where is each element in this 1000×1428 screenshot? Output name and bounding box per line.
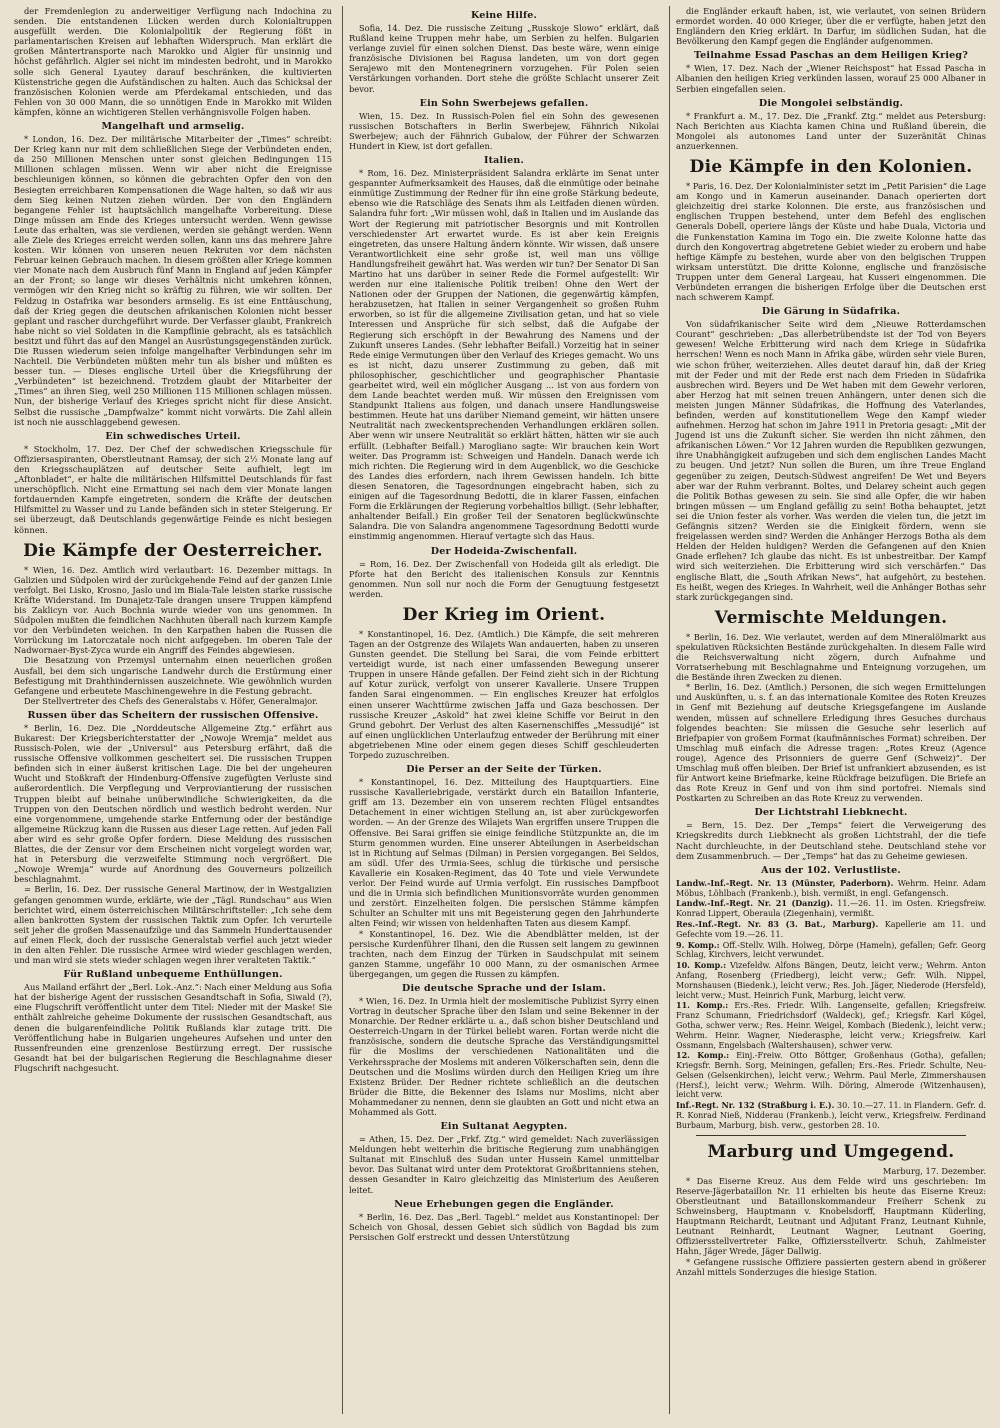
article-heading: Ein Sohn Swerbejews gefallen. [419, 97, 589, 109]
article [349, 764, 659, 979]
article-paragraph: * Paris, 16. Dez. Der Kolonialminister setzt im „Petit Parisien“ die Lage am Kongo und in Kamerun auseinander. Danach operierten dort gleichzeitig drei starke Kolonnen. Die erste, aus französischen und englischen Truppen bestehend, unter dem Befehl des englischen Generals Dobell, operiere längs der Küste und habe Duala, Victoria und die Funkenstation Kamina im Togo ein. Die zweite Kolonne hatte das durch den Kongovertrag abgetretene Gebiet wieder zu erobern und habe heftige Kämpfe zu bestehen, wurde aber von den belgischen Truppen wirksam unterstützt. Die dritte Kolonne, englische und französische Truppen unter dem General Largeau, hat Kusseri eingenommen. Die Verbündeten errangen die bisherigen Erfolge über die Deutschen erst nach schwerem Kampf. [676, 181, 986, 303]
casualty-names: Off.-Stellv. Wilh. Holweg, Dörpe (Hameln), gefallen; Gefr. Georg Schlag, Kirchvers, leicht verwundet. [676, 940, 986, 960]
article [676, 6, 986, 46]
article-paragraph: = Bern, 15. Dez. Der „Temps“ feiert die Verweigerung des Kriegskredits durch Liebknecht als großen Lichtstrahl, der die tiefe Nacht durchleuchte, in der Deutschland stehe. Deutschland stehe vor dem Zusammenbruch. — Der „Temps“ hat das zu Geheime gewiesen. [676, 820, 986, 861]
article-paragraph: * Konstantinopel, 16. Dez. Mitteilung des Hauptquartiers. Eine russische Kavalleriebrigade, verstärkt durch ein Bataillon Infanterie, griff am 13. Dezember ein von unserem rechten Flügel entsandtes Detachement in einer wichtigen Stellung an, ist aber zurückgeworfen worden. — An der Grenze des Wilajets Wan ergriffen unsere Truppen die Offensive. Bei Sarai griffen sie einige feindliche Stützpunkte an, die im Sturm genommen wurden. Eine unserer Abteilungen in Aserbeidschan ist in Richtung auf Selmas (Dilman) in Persien vorgegangen. Bei Seldos, am südl. Ufer des Urmia-Sees, schlug die türkische und persische Kavallerie ein Kosaken-Regiment, das 40 Tote und viele Verwundete verlor. Der Feind wurde auf Urmia verfolgt. Ein russisches Dampfboot und die in Urmia sich befindlichen Munitionsvorräte wurden genommen und zerstört. Einzelheiten folgen. Die persischen Stämme kämpfen Schulter an Schulter mit uns mit Begeisterung gegen den Jahrhunderte alten Feind; wir wissen von heldenhaften Taten aus diesem Kampf. [349, 777, 659, 929]
casualty-names: Kapellerie am 11. und Gefechte vom 19.—26. 11. [676, 919, 986, 939]
article-paragraph: * Frankfurt a. M., 17. Dez. Die „Frankf. Ztg.“ meldet aus Petersburg: Nach Berichten aus Kiachta kamen China und Rußland überein, die Mongolei als autonomes Land unter der Suzeränität Chinas anzuerkennen. [676, 110, 986, 151]
section-heading: Die Kämpfe der Oesterreicher. [23, 540, 323, 561]
article [349, 1121, 659, 1195]
article [349, 155, 659, 541]
article-heading: Ein schwedisches Urteil. [105, 430, 241, 442]
article-paragraph: Der Stellvertreter des Chefs des Generalstabs v. Höfer, Generalmajor. [24, 695, 318, 706]
article-paragraph: * Wien, 16. Dez. In Urmia hielt der moslemitische Publizist Syrry einen Vortrag in deutscher Sprache über den Islam und seine Bekenner in der Monarchie. Der Redner erklärte u. a., daß schon bisher Deutschland und Oesterreich-Ungarn in der Türkei beliebt waren. Fortan werde nicht die französische, sondern die deutsche Sprache das Verständigungsmittel für die Moslims der verschiedenen Nationalitäten und die Verkehrssprache der Moslems mit anderen Völkerschaften sein, denn die Deutschen und die Moslims würden durch den Heiligen Krieg um ihre Existenz Brüder. Der Redner richtete schließlich an die deutschen Brüder die Bitte, die Bekenner des Islams nur Moslims, nicht aber Mohammedaner zu nennen, denn sie glaubten an Gott und nicht etwa an Mohammed als Gott. [349, 995, 659, 1117]
article [14, 121, 332, 427]
newspaper-page [8, 6, 992, 1414]
article-paragraph: Von südafrikanischer Seite wird dem „Nieuwe Rotterdamschen Courant“ geschrieben: „Das allerbetrübendste ist der Tod von Beyers gewesen! Welche Erbitterung wird nach dem Kriege in Südafrika herrschen! Wenn es noch Mann in Afrika gäbe, würden sehr viele Buren, wie schon früher, weiterziehen. Alles deutet darauf hin, daß der Krieg mit der Feder und mit der Rede erst nach dem Frieden in Südafrika ausbrechen wird. Beyers und De Wet haben mit dem Gewehr verloren, aber Herzog hat mit seinen treuen Anhängern, unter denen sich die meisten jungen Männer Südafrikas, die Hoffnung des Vaterlandes, befinden, werden auf konstitutionellem Wege den Kampf wieder aufnehmen. Herzog hat schon im Jahre 1911 in Pretoria gesagt: „Mit der Jugend ist uns die Zukunft sicher. Sie werden ihn nicht zähmen, den afrikanischen Löwen.“ Vor 12 Jahren wurden die Republiken gezwungen, ihre Unabhängigkeit aufzugeben und sich dem englischen Landes Macht zu beugen. Und jetzt? Nun sollen die Buren, um ihre Treue England gegenüber zu zeigen, Deutsch-Südwest angreifen! De Wet und Beyers aber war der Ruhm verbrannt. Boltes, und Delarey scheint auch gegen die Politik Bothas gewesen zu sein. Sie sind alle Opfer, die wir haben bringen müssen — um England gefällig zu sein! Botha behauptet, jetzt sei die Union fester als vorher. Was werden die vielen tun, die jetzt im Gefängnis sitzen? Werden sie die Einigkeit fördern, wenn sie freigelassen werden sind? Werden die Anhänger Herzogs Botha als dem Helden der Helden huldigen? Werden die Gefangenen auf den Knien Gnade erflehen? Ich glaube das nicht. Es ist unbestreitbar. Der Kampf wird sich weiterziehen. Die Erbitterung wird sich verschärfen.“ Das englische Blatt, die „South Afrikan News“, hat aufgehört, zu bestehen. Es heißt, wegen des Krieges. In Wahrheit, weil die Anhänger Bothas sehr stark zurückgegangen sind. [676, 319, 986, 602]
article-heading: Die deutsche Sprache und der Islam. [402, 982, 606, 994]
casualty-entry [676, 920, 986, 940]
article-heading: Neue Erhebungen gegen die Engländer. [394, 1198, 614, 1210]
section-heading: Vermischte Meldungen. [714, 607, 948, 628]
casualty-entry [676, 1101, 986, 1130]
article [14, 6, 332, 117]
article-paragraph: * Berlin, 16. Dez. Wie verlautet, werden auf dem Mineralölmarkt aus spekulativen Rücksichten Bestände zurückgehalten. In diesem Falle wird die Reichsverwaltung nicht zögern, durch Aufnahme und Vorratserhebung mit Beschlagnahme und Enteignung vorzugehen, um die Bestände ihren Zwecken zu dienen. [676, 631, 986, 683]
article-paragraph: = Athen, 15. Dez. Der „Frkf. Ztg.“ wird gemeldet: Nach zuverlässigen Meldungen hebt weiterhin die britische Regierung zum unabhängigen Sultanat mit Einschluß des Sudan unter Hussein Kamel unmittelbar bevor. Das Sultanat wird unter dem Protektorat Großbritanniens stehen, dessen Gesandter in Kairo gleichzeitig das Ministerium des Aeußeren leitet. [349, 1134, 659, 1195]
casualty-list [676, 879, 986, 1131]
section-heading: Der Krieg im Orient. [402, 604, 606, 625]
article [349, 10, 659, 94]
casualty-unit: 12. Komp.: [676, 1050, 730, 1061]
article-paragraph: * Wien, 17. Dez. Nach der „Wiener Reichspost“ hat Essad Pascha in Albanien den heiligen Krieg verkünden lassen, worauf 25 000 Albaner in Serbien eingefallen seien. [676, 63, 986, 94]
casualty-unit: 10. Komp.: [676, 960, 727, 971]
article-paragraph: = Rom, 16. Dez. Der Zwischenfall von Hodeida gilt als erledigt. Die Pforte hat den Bericht des italienischen Konsuls zur Kenntnis genommen. Nun soll nur noch die Form der Genugtuung festgesetzt werden. [349, 558, 659, 599]
column-3 [669, 6, 992, 1414]
article-paragraph: * Rom, 16. Dez. Ministerpräsident Salandra erklärte im Senat unter gespannter Aufmerksamkeit des Hauses, daß die einmütige oder beinahe einmütige Zustimmung der Redner für ihn eine große Stärkung bedeute, ebenso wie die Ratschläge des Senats ihm als Leitfaden dienen würden. Salandra fuhr fort: „Wir müssen wohl, daß in Italien und im Auslande das Wort der Regierung mit patriotischer Besorgnis und mit Kontrollen verschiedenster Art erwartet wurde. Es ist aber kein Ereignis eingetreten, das unsere Haltung ändern könnte. Wir wissen, daß unsere Verantwortlichkeit eine sehr große ist, weil man uns völlige Handlungsfreiheit gewährt hat. Was werden wir tun? Der Senator Di San Martino hat uns darüber in seiner Rede die Formel aufgestellt: Wir werden nur eine italienische Politik treiben! Ohne den Wert der Nationen oder der Gruppen der Nationen, die gegenwärtig kämpfen, herabzusetzen, hat Italien in seiner Vergangenheit so großen Ruhm erworben, so ist für die allgemeine Zivilisation getan, und hat so viele Interessen und Ansprüche für sich selbst, daß die Aufgabe der Regierung sich erschöpft in der Bewahrung des Namens und der Zukunft unseres Landes. (Sehr lebhafter Beifall.) Vorzeitig hat in seiner Rede einige Vermutungen über den Verlauf des Krieges gemacht. Wo uns es ist nicht, dazu unserer Zustimmung zu geben, daß mit philosophischer, geschichtlicher und geographischer Phantasie gearbeitet wird, weil ein möglicher Ausgang ... ist von aus fordern von dem Lande beachtet werden muß. Wir müssen den Ereignissen vom Standpunkt Italiens aus folgen, und danach unsere Handlungsweise bestimmen. Heute hat uns darüber Niemand gemeint, wir hätten unsere Neutralität nach zweckentsprechenden Verhandlungen erklären sollen. Aber wenn wir unsere Neutralität so erklärt hätten, hätten wir sie auch erfüllt. (Lebhafter Beifall.) Marogliano sagte: Wir brauchen kein Wort weiter. Das Programm ist: Schweigen und Handeln. Danach werde ich mich richten. Die Regierung wird in dem Augenblick, wo die Geschicke des Landes dies erfordern, nach ihrem Gewissen handeln. Ich bitte diesen Senatoren, die Tagesordnungen eingebracht haben, sich zu einigen auf die Tagesordnung Bedotti, die in klarer Fassen, einfachen Form die Erklärungen der Regierung vorbehaltlos billigt. (Sehr lebhafter, anhaltender Beifall.) Ein großer Teil der Senatoren beglückwünschte Salandra. Die von Salandra angenommene Tagesordnung Bedotti wurde einstimmig angenommen. Hierauf vertagte sich das Haus. [349, 168, 659, 542]
article [676, 865, 986, 876]
article [349, 983, 659, 1117]
casualty-entry [676, 899, 986, 919]
casualty-entry [676, 941, 986, 961]
local-news-body [676, 1176, 986, 1277]
article-paragraph: Die Besatzung von Przemysl unternahm einen neuerlichen großen Ausfall, bei dem sich ungarische Landwehr durch die Erstürmung einer Befestigung mit Drahthindernissen auszeichnete. Wie gewöhnlich wurden Gefangene und erbeutete Maschinengewehre in die Festung gebracht. [14, 655, 332, 696]
casualty-unit: Landw.-Inf.-Regt. Nr. 13 (Münster, Paderborn). [676, 877, 894, 888]
article-heading: Die Mongolei selbständig. [758, 97, 904, 109]
article-heading: Russen über das Scheitern der russischen Offensive. [27, 709, 319, 721]
casualty-names: 30. 10.—27. 11. in Flandern. Gefr. d. R. Konrad Nieß, Nidderau (Frankenb.), leicht verw., Kriegsfreiw. Ferdinand Burbaum, Marburg, bish. verw., gestorben 28. 10. [676, 1101, 986, 1130]
article [14, 431, 332, 535]
article-heading: Italien. [483, 155, 525, 167]
column-3-articles [676, 6, 986, 876]
local-news-article [676, 1166, 986, 1277]
column-1 [8, 6, 338, 1414]
section-heading: Die Kämpfe in den Kolonien. [689, 157, 973, 178]
article [14, 710, 332, 965]
article [676, 632, 986, 804]
casualty-unit: Inf.-Regt. Nr. 132 (Straßburg i. E.). [676, 1100, 835, 1111]
article-heading: Ein Sultanat Aegypten. [440, 1121, 568, 1133]
casualty-unit: 11. Komp.: [676, 1000, 729, 1011]
article-paragraph: Sofia, 14. Dez. Die russische Zeitung „Russkoje Slowo“ erklärt, daß Rußland keine Truppen mehr habe, um Serbien zu helfen. Bulgarien verlange zuviel für einen solchen Dienst. Das beste wäre, wenn einige französische Divisionen bei Ragusa landeten, um von dort gegen Serajewo mit den Montenegrinern vorzugehen. Für Polen seien Verstärkungen vorhanden. Dort stehe die größte Schlacht unserer Zeit bevor. [349, 23, 659, 94]
article-heading: Keine Hilfe. [471, 10, 537, 21]
casualty-unit: Res.-Inf.-Regt. Nr. 83 (3. Bat., Marburg). [676, 918, 879, 929]
article-paragraph: Wien, 15. Dez. In Russisch-Polen fiel ein Sohn des gewesenen russischen Botschafters in Berlin Swerbejew, Fähnrich Nikolai Swerbejew; auch der Fähnrich Gubalow, der Führer der Schwarzen Hundert in Kiew, ist dort gefallen. [349, 110, 659, 151]
casualty-names: Ers.-Res. Friedr. Wilh. Langenseite, gefallen; Kriegsfreiw. Franz Schumann, Friedrichsdorf (Waldeck), gef.; Kriegsfr. Karl Kögel, Gotha, schwer verw.; Res. Heinr. Weigel, Kombach (Biedenk.), leicht verw.; Wehrm. Heinr. Wagner, Niederasphe, leicht verw.; Kriegsfreiw. Karl Ossmann, Engelsbach (Waltershausen), schwer verw. [676, 1001, 986, 1050]
casualty-names: Wehrm. Heinr. Adam Möbus, Löhlbach (Frankenb.), bish. vermißt, in engl. Gefangensch. [676, 878, 986, 898]
article [349, 629, 659, 760]
divider [696, 1135, 966, 1136]
article [676, 181, 986, 302]
article-paragraph: = Berlin, 16. Dez. Der russische General Martinow, der in Westgalizien gefangen genommen wurde, erklärte, wie der „Tägl. Rundschau“ aus Wien berichtet wird, einem österreichischen Militärschriftsteller: „Ich sehe dem allen bankrotten System der russischen Taktik zum Opfer. Ich verurteile seit jeher die großen Massenaufzüge und das Sammeln Hunderttausender auf einen Fleck, doch der russische Generalstab verfiel auch jetzt wieder in den alten Fehler. Die russische Armee wird wieder geschlagen werden, und man wird sie stets wieder schlagen wegen ihrer veralteten Taktik.“ [14, 884, 332, 966]
article-paragraph: * London, 16. Dez. Der militärische Mitarbeiter der „Times“ schreibt: Der Krieg kann nur mit dem schließlichen Siege der Verbündeten enden, da 250 Millionen Menschen unter sonst gleichen Bedingungen 115 Millionen schlagen müssen. Wenn wir aber nicht die Ereignisse beschleunigen können, so können die gebrachten Opfer den von den Besiegten erreichbaren Kompensationen die Wage halten, so daß wir aus dem Sieg keinen Nutzen ziehen würden. Der von den Engländern begangene Fehler ist hauptsächlich mangelhafte Vorbereitung. Diese Dinge müssen am Ende des Krieges untersucht werden. Wenn gewisse Leute das erhalten, was sie verdienen, werden sie gehängt werden. Wenn alle Ziele des Krieges erreicht werden sollen, kann uns das mehrere Jahre kosten. Wir können von unseren neuen Rekruten vor dem nächsten Februar keinen Gebrauch machen. In diesem größten aller Kriege kommen vier Monate nach dem Ausbruch fünf Mann in England auf jeden Kämpfer an der Front; so lange wir dieses Verhältnis nicht umkehren können, vermögen wir den Krieg nicht so kräftig zu führen, wie wir sollten. Der Feldzug in Ostafrika war besonders armselig. Es ist eine Enttäuschung, daß der Krieg gegen die deutschen afrikanischen Kolonien nicht besser geplant und rascher durchgeführt wurde. Der Verfasser glaubt, Frankreich habe nicht so viel Soldaten in die Kampflinie gebracht, als es tatsächlich besitzt und führt das auf den Mangel an Ausrüstungsgegenständen zurück. Die Russen wiederum seien infolge mangelhafter Verbindungen sehr im Nachteil. Die Verbündeten müßten mehr tun als bisher und müßten es besser tun. — Dieses englische Urteil über die Kriegsführung der „Verbündeten“ ist bezeichnend. Trotzdem glaubt der Mitarbeiter der „Times“ an ihren Sieg, weil 250 Millionen 115 Millionen schlagen müssen. Nun, der bisherige Verlauf des Krieges spricht nicht für diese Ansicht. Selbst die russische „Dampfwalze“ kommt nicht vorwärts. Die Zahl allein ist noch nie ausschlaggebend gewesen. [14, 134, 332, 427]
casualty-entry [676, 961, 986, 1000]
local-news-heading: Marburg und Umgegend. [707, 1141, 955, 1162]
article [676, 50, 986, 93]
article-paragraph: * Konstantinopel, 16. Dez. (Amtlich.) Die Kämpfe, die seit mehreren Tagen an der Ostgrenze des Wilajets Wan andauerten, haben zu unseren Gunsten geendet. Die Stellung bei Sarai, die vom Feinde erbittert verteidigt wurde, ist nach einer umfassenden Bewegung unserer Truppen in unsere Hände gefallen. Der Feind zieht sich in der Richtung auf Kotur zurück, verfolgt von unserer Kavallerie. Unsere Truppen fanden Sarai eingenommen. — Ein englisches Kreuzer hat erfolglos einen unserer Wachttürme zwischen Jaffa und Gaza beschossen. Der russische Kreuzer „Askold“ hat zwei kleine Schiffe vor Beirut in den Grund gebohrt. Der Verlust des alten Kasernenschiffes „Messudijé“ ist auf einen unglücklichen Unterlaufzug entweder der Berührung mit einer abgetriebenen Mine oder einem gegen dieses Schiff geschleuderten Torpedo zuzuschreiben. [349, 628, 659, 760]
article [676, 98, 986, 151]
casualty-names: 11.—26. 11. im Osten. Kriegsfreiw. Konrad Lippert, Oberaula (Ziegenhain), vermißt. [676, 899, 986, 919]
article-paragraph: * Wien, 16. Dez. Amtlich wird verlautbart: 16. Dezember mittags. In Galizien und Südpolen wird der zurückgehende Feind auf der ganzen Linie verfolgt. Bei Lisko, Krosno, Jaslo und im Biala-Tale leisten starke russische Kräfte Widerstand. Im Dunajetz-Tale drangen unsere Truppen kämpfend bis Zaklicyn vor. Auch Bochnia wurde wieder von uns genommen. In Südpolen mußten die feindlichen Nachhuten überall nach kurzem Kampfe vor den Verbündeten weichen. In den Karpathen haben die Russen die Vorrückung im Latorczatale noch nicht aufgegeben. Im oberen Tale der Nadwornaer-Byst-Zyca wurde ein Angriff des Feindes abgewiesen. [14, 564, 332, 656]
article-paragraph: die Engländer erkauft haben, ist, wie verlautet, von seinen Brüdern ermordet worden. 40 000 Krieger, über die er verfügte, haben jetzt den Engländern den Krieg erklärt. In Darfur, im südlichen Sudan, hat die Bevölkerung den Kampf gegen die Engländer aufgenommen. [676, 6, 986, 47]
article-paragraph: * Berlin, 16. Dez. Das „Berl. Tagebl.“ meldet aus Konstantinopel: Der Scheich von Ghosal, dessen Gebiet sich südlich von Bagdad bis zum Persischen Golf erstreckt und dessen Unterstützung [349, 1211, 659, 1242]
casualty-entry [676, 879, 986, 899]
article-heading: Mangelhaft und armselig. [101, 121, 245, 133]
local-news-dateline: Marburg, 17. Dezember. [882, 1165, 986, 1176]
article [349, 546, 659, 599]
article [676, 306, 986, 602]
article-heading: Der Hodeida-Zwischenfall. [430, 545, 578, 557]
local-news-paragraph: * Das Eiserne Kreuz. Aus dem Felde wird uns geschrieben: Im Reserve-Jägerbataillon Nr. 11 erhielten bis heute das Eiserne Kreuz: Oberstleutnant und Bataillonskommandeur Freiherr Schenk zu Schweinsberg, Hauptmann v. Knobelsdorff, Hauptmann Küderling, Hauptmann Reichardt, Leutnant und Adjutant Franz, Leutnant Kuhnle, Leutnant Reinhardt, Leutnant Wagner, Leutnant Goering, Offiziersstellvertreter Falke, Offiziersstellvertr. Schuh, Zahlmeister Hahn, Jäger Wrede, Jäger Dallwig. [676, 1175, 986, 1257]
article [349, 1199, 659, 1242]
article-paragraph: der Fremdenlegion zu anderweitiger Verfügung nach Indochina zu senden. Die entstandenen Lücken werden durch Kolonialtruppen ausgefüllt werden. Die Kolonialpolitik der Regierung fößt in parlamentarischen Kreisen auf lebhaften Widerspruch. Man erklärt die großen Mäntertransporte nach Marokko und Algier für unsinnig und höchst gefährlich. Algier sei nicht im mindesten bedroht, und in Marokko solle sich General Lyautey darauf beschränken, die kultivierten Küstenstriche gegen die Aufständischen zu halten. Auch das Schicksal der französischen Kolonien werde am Pferdekamal entschieden, und das Fehlen von 30 000 Mann, die so unnötigen Ende in Marokko mit Wilden kämpfen, könne an wichtigeren Stellen verhängnisvolle Folgen haben. [14, 6, 332, 117]
casualty-names: Einj.-Freiw. Otto Böttger, Großenhaus (Gotha), gefallen; Kriegsfr. Bernh. Sorg, Meiningen, gefallen; Ers.-Res. Friedr. Schulte, Neu-Gelsen (Gelsenkirchen), leicht verw.; Wehrm. Paul Merle, Zimmershausen (Hersf.), leicht verw.; Wehrm. Wilh. Döring, Almerode (Witzenhausen), leicht verw. [676, 1051, 986, 1100]
article-paragraph: * Berlin, 16. Dez. (Amtlich.) Personen, die sich wegen Ermittelungen und Auskünften, u. s. f. an das internationale Komitee des Roten Kreuzes in Genf mit Beziehung auf deutsche Kriegsgefangene im Auslande wenden, müssen auf schnellere Erledigung ihres Gesuches durchaus folgendes beachten: Sie müssen die Gesuche sehr leserlich auf Briefpapier von großem Format (kaufmännisches Format) schreiben. Der Umschlag muß einfach die Adresse tragen: „Rotes Kreuz (Agence rouge), Agence des Prisonniers de guerre Genf (Schweiz)“. Der Umschlag muß offen bleiben. Der Brief ist unfrankiert abzusenden, es ist für Antwort keine Briefmarke, keine Rückfrage beizufügen. Die Briefe an das Rote Kreuz in Genf und von ihm sind portofrei. Niemals sind Postkarten zu Schreiben an das Rote Kreuz zu verwenden. [676, 682, 986, 804]
article-heading: Teilnahme Essad Paschas an dem Heiligen Krieg? [693, 50, 969, 62]
casualty-names: Vizefeldw. Alfons Bängen, Deutz, leicht verw.; Wehrm. Anton Anfang, Rosenberg (Friedberg), leicht verw.; Gefr. Wilh. Nippel, Mornshausen (Biedenk.), leicht verw.; Res. Joh. Jäger, Niederode (Hersfeld), leicht verw.; Must. Heinrich Funk, Marburg, leicht verw. [676, 961, 986, 1000]
article-heading: Die Perser an der Seite der Türken. [406, 764, 602, 776]
casualty-unit: Landw.-Inf.-Regt. Nr. 21 (Danzig). [676, 898, 833, 909]
column-2 [342, 6, 665, 1414]
article [14, 969, 332, 1073]
article-paragraph: * Stockholm, 17. Dez. Der Chef der schwedischen Kriegsschule für Offiziersaspiranten, Oberstleutnant Ramsay, der sich 2½ Monate lang auf den Kriegsschauplätzen auf deutscher Seite aufhielt, legt im „Aftonbladet“, er halte die militärischen Hilfsmittel Deutschlands für fast unerschöpflich. Nicht eine Ermattung sei nach dem vier Monate langen fortdauernden Kampfe eingetreten, sondern die Kräfte der deutschen Hilfsmittel zu Wasser und zu Lande befänden sich in steter Steigerung. Er sei überzeugt, daß Deutschlands gegenwärtige Feinde es nicht besiegen können. [14, 443, 332, 535]
article-paragraph: * Konstantinopel, 16. Dez. Wie die Abendblätter melden, ist der persische Kurdenführer Ilhani, den die Russen seit langem zu gewinnen trachten, nach dem Einzug der Türken in Saudschpulat mit seinem ganzen Stamme, ungefähr 10 000 Mann, zu der osmanischen Armee übergegangen, um gegen die Russen zu kämpfen. [349, 928, 659, 979]
article-heading: Für Rußland unbequeme Enthüllungen. [63, 969, 283, 981]
local-news-paragraph: * Gefangene russische Offiziere passierten gestern abend in größerer Anzahl mittels Sonderzuges die hiesige Station. [676, 1256, 986, 1277]
casualty-unit: 9. Komp.: [676, 939, 720, 950]
article [676, 807, 986, 860]
article-paragraph: Aus Mailand erfährt der „Berl. Lok.-Anz.“: Nach einer Meldung aus Sofia hat der bisherige Agent der russischen Gesandtschaft in Sofia, Siwald (?), eine Flugschrift veröffentlicht unter dem Titel: Nieder mit der Maske! Sie enthält zahlreiche geheime Dokumente der russischen Gesandtschaft, aus denen die bulgarenfeindliche Politik Rußlands klar zutage tritt. Die Veröffentlichung habe in Bulgarien ungeheures Aufsehen und unter den Russenfreunden eine grenzenlose Bestürzung erregt. Der russische Gesandt hat bei der bulgarischen Regierung die Beschlagnahme dieser Flugschrift nachgesucht. [14, 982, 333, 1073]
article [349, 98, 659, 151]
casualty-entry [676, 1051, 986, 1100]
casualty-entry [676, 1001, 986, 1050]
article [14, 565, 332, 706]
article-heading: Der Lichtstrahl Liebknecht. [754, 807, 908, 819]
article-paragraph: * Berlin, 16. Dez. Die „Norddeutsche Allgemeine Ztg.“ erfährt aus Bukarest: Der Kriegsberichterstatter der „Nowoje Wremja“ meldet aus Russisch-Polen, wie der „Universul“ aus Petersburg erfährt, daß die russische Offensive vollkommen gescheitert sei. Die russischen Truppen befinden sich in einer äußerst kritischen Lage. Die bei der ungeheuren Wucht und Stoßkraft der Hindenburg-Offensive zugefügten Verluste sind außerordentlich. Die Verpflegung und Verproviantierung der russischen Truppen bleibt auf beinahe unüberwindliche Schwierigkeiten, da die Truppen von den Deutschen nördlich und westlich bedroht werden. Nur eine vorgenommene, umgehende starke Entfernung oder der beständige allgemeine Rückzug kann die Russen aus dieser Lage retten. Auf jeden Fall aber wird es sehr große Opfer fordern. Diese Meldung des russischen Blattes, die der Zensur vor dem Erscheinen nicht vorgelegt worden war, hat in Petersburg die verzweifelte Stimmung noch vergrößert. Die „Nowoje Wremja“ wurde auf Anordnung des Gouverneurs polizeilich beschlagnahmt. [14, 722, 332, 885]
article-heading: Aus der 102. Verlustliste. [761, 864, 901, 876]
article-heading: Die Gärung in Südafrika. [761, 306, 901, 318]
